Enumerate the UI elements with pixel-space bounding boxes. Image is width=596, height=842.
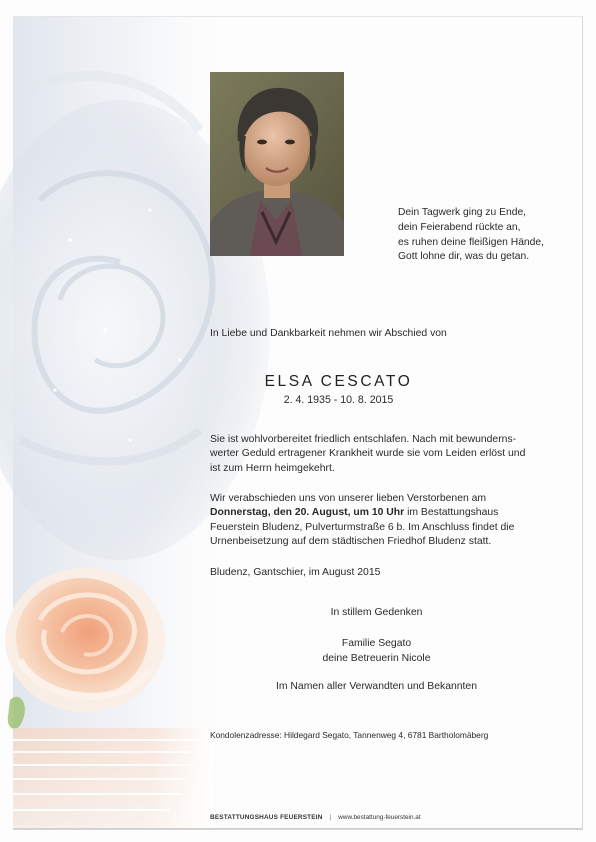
ceremony-date: Donnerstag, den 20. August, um 10 Uhr	[210, 507, 405, 519]
place-date: Bludenz, Gantschier, im August 2015	[210, 567, 381, 578]
paragraph-passing	[210, 433, 540, 476]
footer-separator: |	[329, 814, 332, 821]
paragraph-line	[210, 506, 540, 520]
mourners	[210, 637, 543, 666]
poem-line: Gott lohne dir, was du getan.	[398, 251, 530, 263]
paragraph-line: Feuerstein Bludenz, Pulverturmstraße 6 b. Im Anschluss findet die	[210, 521, 515, 533]
poem-line: dein Feierabend rückte an,	[398, 221, 521, 233]
caregiver-name: deine Betreuerin Nicole	[322, 652, 431, 664]
footer	[210, 814, 421, 821]
paragraph-line: Wir verabschieden uns von unserer lieben Verstorbenen am	[210, 493, 487, 504]
poem-line: Dein Tagwerk ging zu Ende,	[398, 207, 527, 218]
website-link[interactable]: www.bestattung-feuerstein.at	[338, 814, 421, 821]
life-dates: 2. 4. 1935 - 10. 8. 2015	[283, 394, 394, 406]
footer-divider	[13, 828, 583, 829]
family-name: Familie Segato	[341, 638, 412, 649]
paragraph-ceremony	[210, 492, 540, 550]
poem-line: es ruhen deine fleißigen Hände,	[398, 236, 544, 248]
relatives-line: Im Namen aller Verwandten und Bekannten	[275, 681, 477, 692]
paragraph-line: Sie ist wohlvorbereitet friedlich entschlafen. Nach mit bewunderns-	[210, 434, 517, 445]
deceased-name: ELSA CESCATO	[264, 373, 413, 390]
paragraph-line: Urnenbeisetzung auf dem städtischen Friedhof Bludenz statt.	[210, 536, 492, 548]
intro-text: In Liebe und Dankbarkeit nehmen wir Abschied von	[210, 328, 447, 339]
ceremony-location-start: im Bestattungshaus	[404, 507, 499, 519]
condolence-address: Kondolenzadresse: Hildegard Segato, Tannenweg 4, 6781 Bartholomäberg	[210, 730, 489, 740]
funeral-home-name: BESTATTUNGSHAUS FEUERSTEIN	[210, 814, 323, 821]
paragraph-line: werter Geduld ertragener Krankheit wurde sie vom Leiden erlöst und	[210, 448, 526, 460]
paragraph-line: ist zum Herrn heimgekehrt.	[210, 462, 335, 474]
poem	[398, 206, 548, 265]
portrait-photo	[210, 72, 344, 256]
remembrance-line: In stillem Gedenken	[330, 607, 423, 618]
